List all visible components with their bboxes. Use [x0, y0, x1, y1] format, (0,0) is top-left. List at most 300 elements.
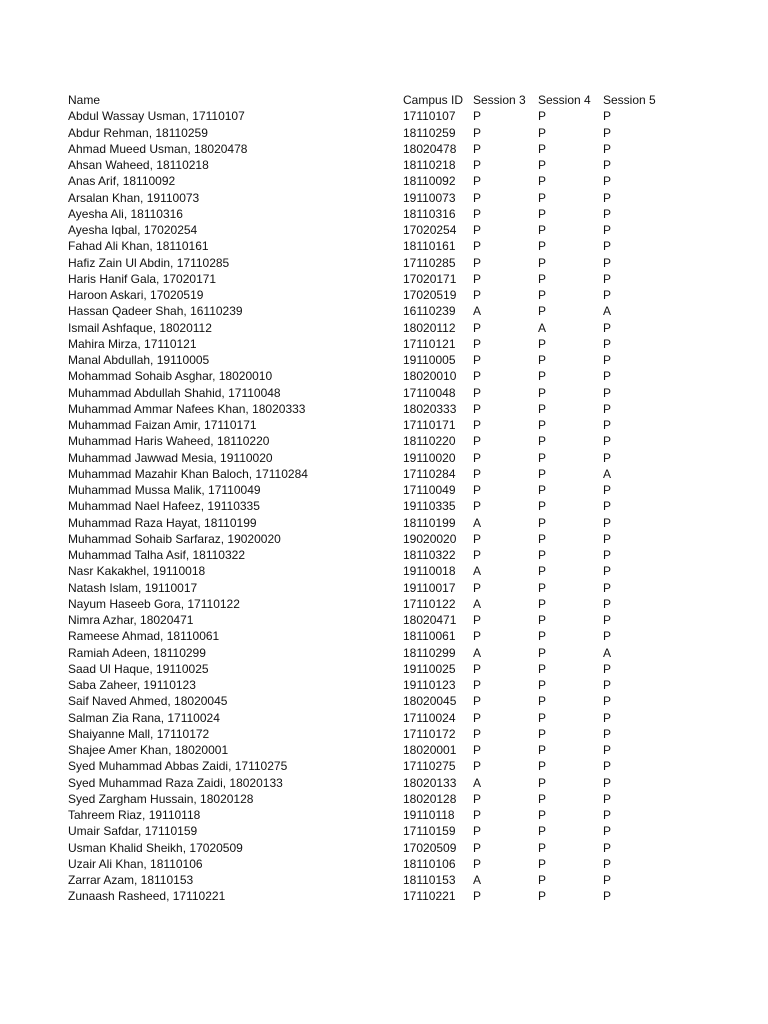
campus-id: 19110005 — [403, 353, 456, 367]
session-4-status: P — [538, 873, 547, 887]
student-name: Tahreem Riaz, 19110118 — [68, 808, 201, 822]
table-row — [68, 238, 663, 254]
table-row — [68, 368, 663, 384]
student-name: Muhammad Ammar Nafees Khan, 18020333 — [68, 401, 306, 416]
campus-id: 16110239 — [403, 304, 456, 319]
session-4-status: P — [538, 190, 547, 205]
student-name: Saba Zaheer, 19110123 — [68, 678, 196, 692]
table-row — [68, 320, 663, 336]
header-name: Name — [68, 93, 101, 107]
session-3-status: P — [473, 726, 482, 741]
session-5-status: P — [603, 190, 612, 205]
table-row — [68, 498, 663, 514]
campus-id: 18020133 — [403, 775, 457, 790]
student-name: Nimra Azhar, 18020471 — [68, 613, 194, 627]
campus-id: 18020478 — [403, 141, 457, 156]
session-3-status: A — [473, 873, 482, 887]
session-3-status: P — [473, 840, 482, 855]
table-row — [68, 190, 663, 206]
session-5-status: P — [603, 564, 612, 579]
table-row — [68, 888, 663, 904]
session-5-status: P — [603, 548, 612, 562]
session-3-status: P — [473, 401, 482, 416]
session-5-status: P — [603, 125, 612, 140]
campus-id: 19110020 — [403, 450, 456, 465]
student-name: Usman Khalid Sheikh, 17020509 — [68, 840, 243, 855]
session-5-status: P — [603, 141, 612, 156]
student-name: Zunaash Rasheed, 17110221 — [68, 889, 226, 904]
student-name: Ramiah Adeen, 18110299 — [68, 645, 206, 660]
session-3-status: P — [473, 629, 482, 644]
student-name: Muhammad Haris Waheed, 18110220 — [68, 434, 270, 449]
session-5-status: P — [603, 889, 612, 904]
student-name: Ayesha Iqbal, 17020254 — [68, 223, 198, 237]
session-4-status: P — [538, 564, 547, 579]
table-row — [68, 157, 663, 173]
session-4-status: P — [538, 808, 547, 822]
session-4-status: P — [538, 824, 547, 839]
session-5-status: P — [603, 418, 612, 432]
session-4-status: P — [538, 158, 547, 172]
student-name: Muhammad Nael Hafeez, 19110335 — [68, 499, 260, 514]
campus-id: 18110218 — [403, 158, 456, 172]
session-4-status: P — [538, 466, 547, 481]
campus-id: 19110073 — [403, 190, 456, 205]
session-5-status: P — [603, 791, 612, 806]
session-4-status: P — [538, 548, 547, 562]
campus-id: 18110220 — [403, 434, 456, 449]
session-5-status: P — [603, 694, 612, 709]
session-4-status: P — [538, 483, 547, 497]
session-5-status: P — [603, 596, 612, 611]
table-row — [68, 661, 663, 677]
session-5-status: P — [603, 856, 612, 871]
session-4-status: P — [538, 109, 547, 124]
session-4-status: P — [538, 694, 547, 709]
table-row — [68, 758, 663, 774]
student-name: Muhammad Mazahir Khan Baloch, 17110284 — [68, 466, 308, 481]
campus-id: 19020020 — [403, 531, 457, 546]
session-4-status: P — [538, 239, 547, 254]
campus-id: 18020471 — [403, 613, 457, 627]
table-row — [68, 108, 663, 124]
session-3-status: P — [473, 206, 482, 221]
table-row — [68, 401, 663, 417]
session-5-status: P — [603, 336, 612, 351]
student-name: Hafiz Zain Ul Abdin, 17110285 — [68, 255, 230, 270]
session-5-status: P — [603, 288, 612, 302]
campus-id: 18020010 — [403, 369, 457, 384]
table-row — [68, 336, 663, 352]
campus-id: 17110049 — [403, 483, 456, 497]
student-name: Muhammad Faizan Amir, 17110171 — [68, 418, 257, 432]
campus-id: 17110121 — [403, 336, 456, 351]
header-row — [68, 92, 663, 108]
student-name: Ahmad Mueed Usman, 18020478 — [68, 141, 248, 156]
session-3-status: P — [473, 466, 482, 481]
campus-id: 17020171 — [403, 271, 457, 286]
session-4-status: P — [538, 255, 547, 270]
session-4-status: P — [538, 743, 547, 757]
student-name: Muhammad Raza Hayat, 18110199 — [68, 515, 257, 530]
student-name: Muhammad Abdullah Shahid, 17110048 — [68, 385, 281, 400]
table-row — [68, 417, 663, 433]
session-3-status: A — [473, 645, 482, 660]
student-name: Salman Zia Rana, 17110024 — [68, 710, 220, 725]
session-4-status: P — [538, 580, 547, 595]
session-5-status: P — [603, 808, 612, 822]
student-name: Saif Naved Ahmed, 18020045 — [68, 694, 228, 709]
session-5-status: P — [603, 873, 612, 887]
session-4-status: P — [538, 434, 547, 449]
campus-id: 18110153 — [403, 873, 456, 887]
campus-id: 18110322 — [403, 548, 456, 562]
session-3-status: P — [473, 109, 482, 124]
session-5-status: P — [603, 239, 612, 254]
session-4-status: P — [538, 726, 547, 741]
table-row — [68, 222, 663, 238]
session-5-status: P — [603, 223, 612, 237]
campus-id: 19110017 — [403, 580, 456, 595]
session-4-status: P — [538, 450, 547, 465]
session-4-status: P — [538, 288, 547, 302]
student-name: Zarrar Azam, 18110153 — [68, 873, 194, 887]
campus-id: 17110172 — [403, 726, 456, 741]
session-5-status: P — [603, 661, 612, 676]
session-3-status: P — [473, 743, 482, 757]
session-3-status: A — [473, 596, 482, 611]
student-name: Fahad Ali Khan, 18110161 — [68, 239, 209, 254]
session-5-status: P — [603, 369, 612, 384]
session-4-status: P — [538, 385, 547, 400]
session-4-status: P — [538, 856, 547, 871]
session-5-status: P — [603, 775, 612, 790]
session-3-status: P — [473, 255, 482, 270]
session-5-status: P — [603, 726, 612, 741]
campus-id: 18110316 — [403, 206, 456, 221]
table-row — [68, 466, 663, 482]
campus-id: 17110107 — [403, 109, 456, 124]
campus-id: 19110335 — [403, 499, 456, 514]
session-3-status: P — [473, 580, 482, 595]
session-5-status: P — [603, 255, 612, 270]
student-name: Nayum Haseeb Gora, 17110122 — [68, 596, 240, 611]
session-5-status: P — [603, 824, 612, 839]
session-4-status: P — [538, 271, 547, 286]
table-row — [68, 141, 663, 157]
student-name: Hassan Qadeer Shah, 16110239 — [68, 304, 243, 319]
session-3-status: P — [473, 141, 482, 156]
session-4-status: P — [538, 353, 547, 367]
table-row — [68, 482, 663, 498]
session-3-status: P — [473, 369, 482, 384]
attendance-sheet — [68, 92, 663, 905]
session-4-status: P — [538, 775, 547, 790]
campus-id: 17110048 — [403, 385, 456, 400]
campus-id: 18110259 — [403, 125, 456, 140]
table-row — [68, 840, 663, 856]
session-5-status: P — [603, 580, 612, 595]
session-3-status: P — [473, 694, 482, 709]
session-5-status: P — [603, 531, 612, 546]
session-4-status: P — [538, 401, 547, 416]
session-5-status: P — [603, 743, 612, 757]
student-name: Saad Ul Haque, 19110025 — [68, 661, 209, 676]
table-row — [68, 823, 663, 839]
campus-id: 18020001 — [403, 743, 457, 757]
table-row — [68, 677, 663, 693]
session-4-status: P — [538, 304, 547, 319]
session-4-status: P — [538, 889, 547, 904]
header-session-3: Session 3 — [473, 93, 526, 107]
session-4-status: P — [538, 531, 547, 546]
table-row — [68, 173, 663, 189]
session-3-status: A — [473, 775, 482, 790]
session-5-status: P — [603, 353, 612, 367]
session-3-status: P — [473, 125, 482, 140]
session-3-status: P — [473, 483, 482, 497]
campus-id: 17110275 — [403, 759, 456, 774]
header-session-4: Session 4 — [538, 93, 591, 107]
session-4-status: P — [538, 141, 547, 156]
student-name: Anas Arif, 18110092 — [68, 174, 176, 189]
student-name: Nasr Kakakhel, 19110018 — [68, 564, 206, 579]
session-3-status: P — [473, 158, 482, 172]
session-5-status: P — [603, 759, 612, 774]
session-3-status: P — [473, 239, 482, 254]
session-4-status: P — [538, 710, 547, 725]
student-name: Syed Muhammad Abbas Zaidi, 17110275 — [68, 759, 288, 774]
campus-id: 18110299 — [403, 645, 456, 660]
session-5-status: P — [603, 629, 612, 644]
student-name: Manal Abdullah, 19110005 — [68, 353, 210, 367]
campus-id: 19110123 — [403, 678, 456, 692]
student-name: Syed Muhammad Raza Zaidi, 18020133 — [68, 775, 283, 790]
session-4-status: P — [538, 223, 547, 237]
session-4-status: P — [538, 613, 547, 627]
table-row — [68, 352, 663, 368]
student-name: Shajee Amer Khan, 18020001 — [68, 743, 229, 757]
student-name: Arsalan Khan, 19110073 — [68, 190, 200, 205]
table-row — [68, 628, 663, 644]
campus-id: 17020509 — [403, 840, 457, 855]
session-3-status: P — [473, 889, 482, 904]
student-name: Haris Hanif Gala, 17020171 — [68, 271, 217, 286]
session-5-status: P — [603, 158, 612, 172]
session-3-status: P — [473, 808, 482, 822]
attendance-rows — [68, 108, 663, 904]
table-row — [68, 693, 663, 709]
table-row — [68, 255, 663, 271]
table-row — [68, 612, 663, 628]
campus-id: 18110061 — [403, 629, 456, 644]
campus-id: 19110018 — [403, 564, 456, 579]
session-5-status: P — [603, 499, 612, 514]
campus-id: 17110024 — [403, 710, 456, 725]
campus-id: 18020112 — [403, 320, 456, 335]
session-3-status: P — [473, 271, 482, 286]
session-5-status: P — [603, 174, 612, 189]
session-3-status: P — [473, 353, 482, 367]
campus-id: 17020254 — [403, 223, 457, 237]
session-5-status: P — [603, 483, 612, 497]
session-4-status: P — [538, 515, 547, 530]
session-3-status: P — [473, 856, 482, 871]
header-campus-id: Campus ID — [403, 93, 464, 107]
session-3-status: P — [473, 548, 482, 562]
session-5-status: A — [603, 466, 612, 481]
table-row — [68, 450, 663, 466]
student-name: Ahsan Waheed, 18110218 — [68, 158, 209, 172]
student-name: Ayesha Ali, 18110316 — [68, 206, 183, 221]
table-row — [68, 563, 663, 579]
student-name: Natash Islam, 19110017 — [68, 580, 198, 595]
student-name: Mohammad Sohaib Asghar, 18020010 — [68, 369, 273, 384]
table-row — [68, 206, 663, 222]
session-4-status: P — [538, 840, 547, 855]
table-row — [68, 645, 663, 661]
session-3-status: P — [473, 288, 482, 302]
student-name: Abdul Wassay Usman, 17110107 — [68, 109, 245, 124]
table-row — [68, 742, 663, 758]
session-5-status: P — [603, 434, 612, 449]
table-row — [68, 303, 663, 319]
session-5-status: P — [603, 206, 612, 221]
session-4-status: P — [538, 174, 547, 189]
session-3-status: P — [473, 418, 482, 432]
session-4-status: P — [538, 369, 547, 384]
session-4-status: P — [538, 125, 547, 140]
session-3-status: P — [473, 450, 482, 465]
session-5-status: P — [603, 109, 612, 124]
campus-id: 17110159 — [403, 824, 456, 839]
session-4-status: P — [538, 678, 547, 692]
table-row — [68, 596, 663, 612]
session-3-status: P — [473, 190, 482, 205]
table-row — [68, 271, 663, 287]
session-4-status: P — [538, 759, 547, 774]
table-row — [68, 872, 663, 888]
session-3-status: P — [473, 678, 482, 692]
campus-id: 19110025 — [403, 661, 456, 676]
session-3-status: A — [473, 515, 482, 530]
table-row — [68, 287, 663, 303]
campus-id: 17110285 — [403, 255, 456, 270]
campus-id: 18110092 — [403, 174, 456, 189]
session-3-status: P — [473, 320, 482, 335]
student-name: Syed Zargham Hussain, 18020128 — [68, 791, 254, 806]
session-4-status: P — [538, 499, 547, 514]
session-3-status: P — [473, 385, 482, 400]
table-row — [68, 515, 663, 531]
session-3-status: P — [473, 336, 482, 351]
campus-id: 17110122 — [403, 596, 456, 611]
table-row — [68, 791, 663, 807]
session-5-status: P — [603, 710, 612, 725]
session-4-status: P — [538, 336, 547, 351]
table-row — [68, 856, 663, 872]
student-name: Muhammad Mussa Malik, 17110049 — [68, 483, 261, 497]
session-4-status: P — [538, 596, 547, 611]
session-4-status: P — [538, 418, 547, 432]
table-row — [68, 710, 663, 726]
student-name: Abdur Rehman, 18110259 — [68, 125, 208, 140]
campus-id: 18020045 — [403, 694, 457, 709]
table-row — [68, 433, 663, 449]
session-3-status: P — [473, 759, 482, 774]
session-5-status: A — [603, 304, 612, 319]
table-row — [68, 547, 663, 563]
student-name: Haroon Askari, 17020519 — [68, 288, 204, 302]
student-name: Ismail Ashfaque, 18020112 — [68, 320, 212, 335]
campus-id: 18110106 — [403, 856, 456, 871]
session-5-status: P — [603, 840, 612, 855]
session-3-status: A — [473, 564, 482, 579]
session-3-status: P — [473, 710, 482, 725]
session-5-status: P — [603, 515, 612, 530]
campus-id: 18020128 — [403, 791, 457, 806]
table-row — [68, 580, 663, 596]
session-3-status: P — [473, 499, 482, 514]
session-4-status: P — [538, 629, 547, 644]
session-3-status: P — [473, 174, 482, 189]
student-name: Umair Safdar, 17110159 — [68, 824, 198, 839]
table-row — [68, 775, 663, 791]
campus-id: 17110171 — [403, 418, 456, 432]
session-4-status: P — [538, 206, 547, 221]
session-4-status: A — [538, 320, 547, 335]
session-5-status: P — [603, 678, 612, 692]
header-session-5: Session 5 — [603, 93, 656, 107]
student-name: Mahira Mirza, 17110121 — [68, 336, 197, 351]
session-3-status: P — [473, 661, 482, 676]
session-3-status: P — [473, 791, 482, 806]
session-3-status: A — [473, 304, 482, 319]
student-name: Shaiyanne Mall, 17110172 — [68, 726, 210, 741]
session-3-status: P — [473, 824, 482, 839]
campus-id: 19110118 — [403, 808, 455, 822]
session-5-status: P — [603, 401, 612, 416]
session-3-status: P — [473, 531, 482, 546]
student-name: Rameese Ahmad, 18110061 — [68, 629, 220, 644]
campus-id: 18110199 — [403, 515, 456, 530]
campus-id: 17020519 — [403, 288, 457, 302]
session-4-status: P — [538, 645, 547, 660]
campus-id: 18110161 — [403, 239, 456, 254]
campus-id: 17110284 — [403, 466, 456, 481]
session-5-status: P — [603, 385, 612, 400]
campus-id: 18020333 — [403, 401, 457, 416]
student-name: Uzair Ali Khan, 18110106 — [68, 856, 203, 871]
session-4-status: P — [538, 791, 547, 806]
session-3-status: P — [473, 223, 482, 237]
student-name: Muhammad Jawwad Mesia, 19110020 — [68, 450, 273, 465]
student-name: Muhammad Sohaib Sarfaraz, 19020020 — [68, 531, 281, 546]
session-5-status: P — [603, 450, 612, 465]
table-row — [68, 125, 663, 141]
session-5-status: P — [603, 613, 612, 627]
session-5-status: P — [603, 320, 612, 335]
session-5-status: P — [603, 271, 612, 286]
student-name: Muhammad Talha Asif, 18110322 — [68, 548, 246, 562]
table-row — [68, 807, 663, 823]
campus-id: 17110221 — [403, 889, 456, 904]
session-5-status: A — [603, 645, 612, 660]
session-3-status: P — [473, 434, 482, 449]
table-row — [68, 726, 663, 742]
table-row — [68, 531, 663, 547]
table-row — [68, 385, 663, 401]
